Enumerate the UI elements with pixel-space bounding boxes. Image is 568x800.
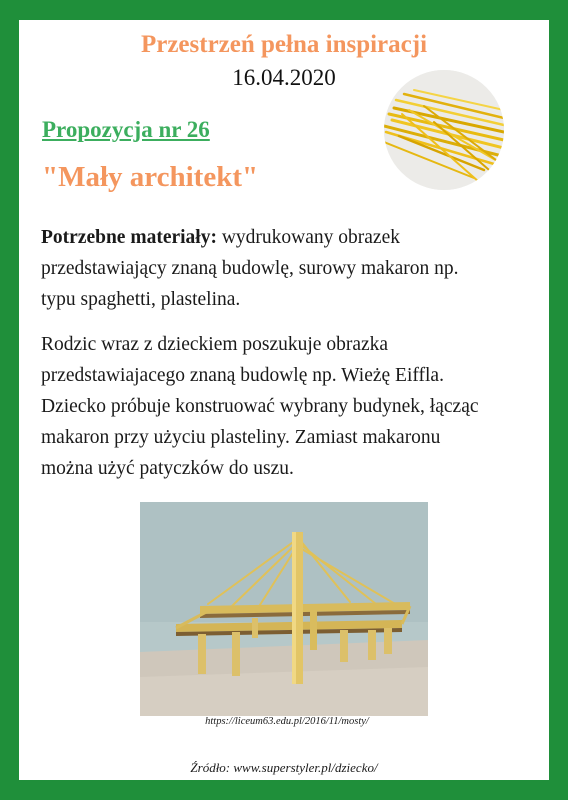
proposal-number: Propozycja nr 26 (42, 117, 210, 142)
source-footer: Źródło: www.superstyler.pl/dziecko/ (190, 760, 378, 775)
instructions-paragraph: Rodzic wraz z dzieckiem poszukuje obrazka przedstawiajacego znaną budowlę np. Wieżę Eiffla. Dziecko próbuje konstruować wybrany budynek, łącząc makaron przy użyciu plasteliny. Zamiast makaronu można użyć patyczków do uszu. (41, 334, 479, 479)
photo-caption: https://liceum63.edu.pl/2016/11/mosty/ (205, 716, 369, 727)
materials-text: wydrukowany obrazek przedstawiający znaną budowlę, surowy makaron np. typu spaghetti, plastelina. (41, 227, 459, 310)
materials-paragraph (41, 222, 481, 315)
spaghetti-photo-icon (384, 70, 504, 190)
poster-page (19, 20, 549, 780)
pasta-bridge-photo-icon (140, 502, 428, 716)
header-date: 16.04.2020 (232, 65, 336, 90)
proposal-subtitle: "Mały architekt" (42, 161, 259, 193)
materials-label: Potrzebne materiały: (41, 227, 217, 248)
header-title: Przestrzeń pełna inspiracji (140, 31, 428, 58)
